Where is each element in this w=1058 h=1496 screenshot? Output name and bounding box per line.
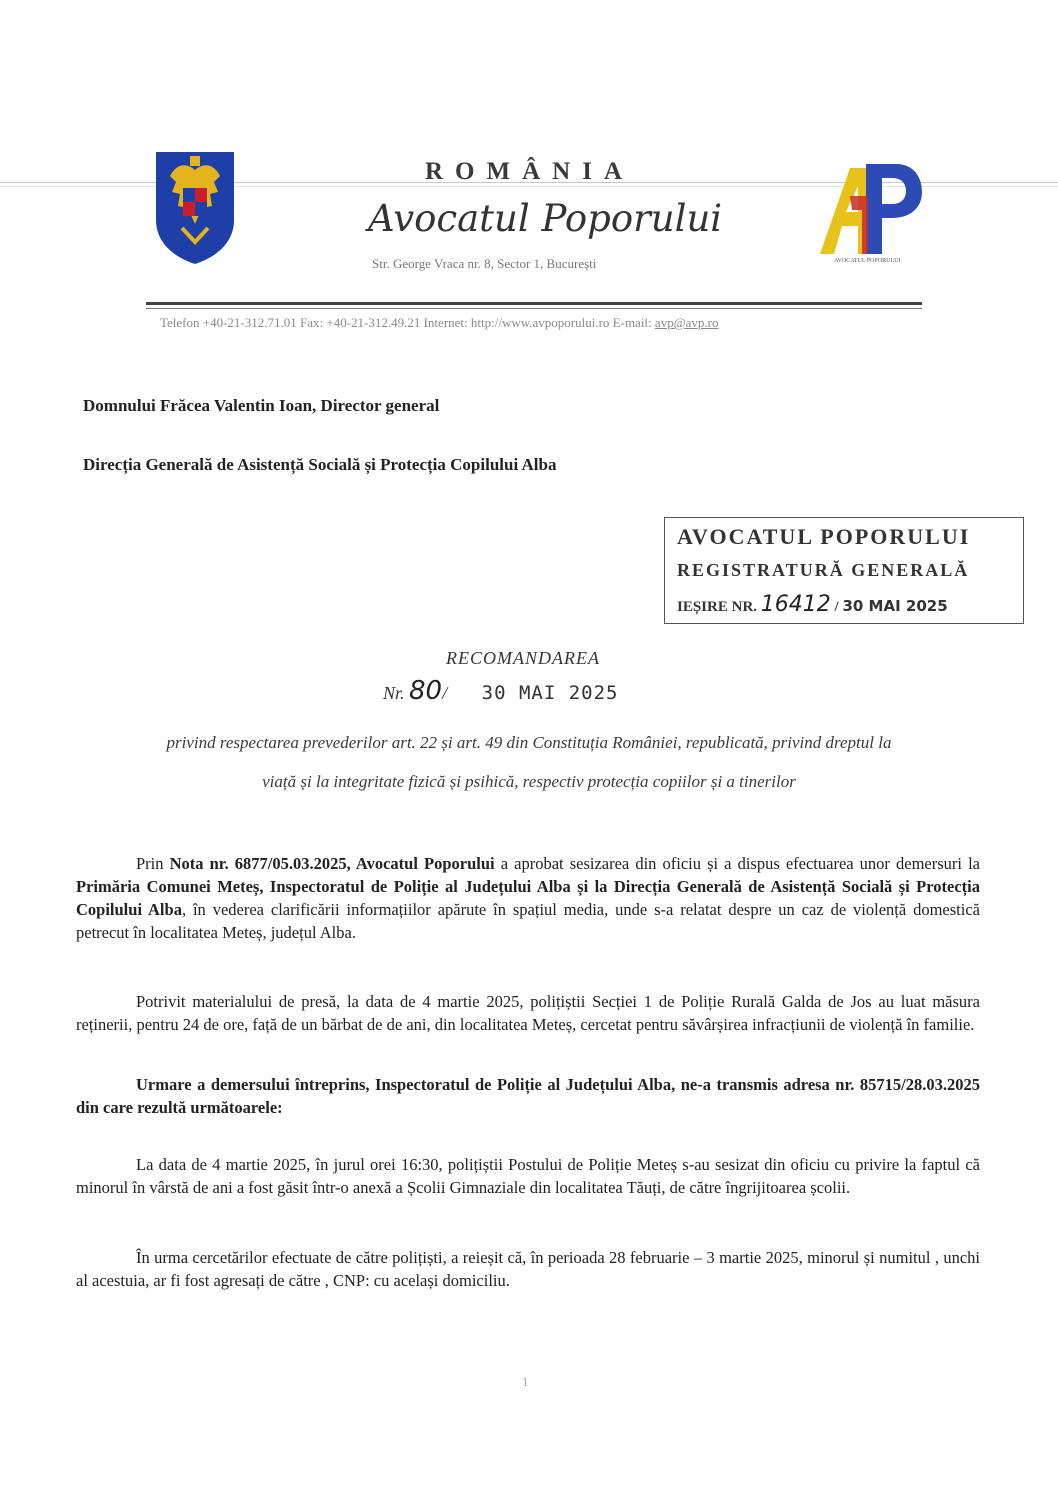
paragraph-5 bbox=[76, 1246, 980, 1292]
text-run: a aprobat sesizarea din oficiu și a dispus efectuarea unor demersuri la bbox=[494, 854, 980, 873]
document-subject bbox=[70, 723, 988, 801]
stamp-institution: AVOCATUL POPORULUI bbox=[677, 524, 971, 549]
text-run-bold: Primăria Comunei Meteș, Inspectoratul de Poliție al Județului Alba și la Direcția Generală de Asistență Socială și Protecția Copilului Alba bbox=[76, 877, 980, 919]
contact-line bbox=[160, 315, 719, 331]
paragraph-text: Potrivit materialului de presă, la data de 4 martie 2025, polițiștii Secției 1 de Poliție Rurală Galda de Jos au luat măsura reținerii, pentru 24 de ore, față de un bărbat de de ani, din localitatea Meteș, cercetat pentru săvârșirea infracțiunii de violență în familie. bbox=[76, 992, 980, 1034]
paragraph-1 bbox=[76, 852, 980, 944]
logo-caption: AVOCATUL POPORULUI bbox=[834, 258, 901, 264]
header-rule bbox=[146, 302, 922, 305]
institution-name: Avocatul Poporului bbox=[368, 197, 723, 240]
page-number: 1 bbox=[522, 1374, 529, 1389]
document-title: RECOMANDAREA bbox=[446, 648, 600, 668]
header-rule bbox=[146, 308, 922, 309]
paragraph-2 bbox=[76, 990, 980, 1036]
addressee-institution: Direcția Generală de Asistență Socială și Protecția Copilului Alba bbox=[83, 455, 557, 474]
addressee-name: Domnului Frăcea Valentin Ioan, Director general bbox=[83, 396, 440, 415]
ap-logo-icon bbox=[812, 156, 926, 266]
registration-stamp bbox=[664, 517, 1024, 624]
stamp-registry: REGISTRATURĂ GENERALĂ bbox=[677, 560, 970, 580]
institution-address: Str. George Vraca nr. 8, Sector 1, București bbox=[372, 256, 597, 271]
text-run-bold: Nota nr. 6877/05.03.2025, Avocatul Poporului bbox=[169, 854, 495, 873]
contact-text: Telefon +40-21-312.71.01 Fax: +40-21-312.49.21 Internet: http://www.avpoporului.ro E-mail: bbox=[160, 315, 655, 330]
subject-line: viață și la integritate fizică și psihică, respectiv protecția copiilor și a tinerilor bbox=[262, 772, 796, 791]
romanian-coat-of-arms-icon bbox=[152, 148, 238, 266]
stamp-exit-line: IEȘIRE NR. 16412 / 30 MAI 2025 bbox=[677, 592, 948, 617]
email-link[interactable]: avp@avp.ro bbox=[654, 315, 719, 330]
stamp-exit-number: 16412 bbox=[760, 592, 831, 617]
paragraph-text: La data de 4 martie 2025, în jurul orei 16:30, polițiștii Postului de Poliție Meteș s-au sesizat din oficiu cu privire la faptul că minorul în vârstă de ani a fost găsit într-o anexă a Școlii Gimnaziale din localitatea Tăuți, de către îngrijitoarea școlii. bbox=[76, 1155, 980, 1197]
nr-label: Nr. bbox=[383, 683, 405, 703]
text-run-bold: Urmare a demersului întreprins, Inspectoratul de Poliție al Județului Alba, ne-a transmis adresa nr. 85715/28.03.2025 din care rezultă următoarele: bbox=[76, 1075, 980, 1117]
paragraph-text: În urma cercetărilor efectuate de către polițiști, a reieșit că, în perioada 28 februarie – 3 martie 2025, minorul și numitul , unchi al acestuia, ar fi fost agresați de către , CNP: cu același domiciliu. bbox=[76, 1248, 980, 1290]
recommendation-date: 30 MAI 2025 bbox=[481, 682, 619, 704]
country-name: ROMÂNIA bbox=[425, 158, 634, 185]
text-run: Prin bbox=[136, 854, 170, 873]
paragraph-3 bbox=[76, 1073, 980, 1119]
stamp-exit-label: IEȘIRE NR. bbox=[677, 599, 758, 615]
subject-line: privind respectarea prevederilor art. 22 și art. 49 din Constituția României, republicată, privind dreptul la bbox=[166, 733, 892, 752]
paragraph-4 bbox=[76, 1153, 980, 1199]
recommendation-number-line: Nr. 80/ 30 MAI 2025 bbox=[383, 676, 619, 706]
recommendation-number: 80 bbox=[409, 676, 443, 706]
stamp-exit-date: 30 MAI 2025 bbox=[842, 597, 948, 615]
text-run: , în vederea clarificării informațiilor apărute în spațiul media, unde s-a relatat despre un caz de violență domestică petrecut în localitatea Meteș, județul Alba. bbox=[76, 900, 980, 942]
